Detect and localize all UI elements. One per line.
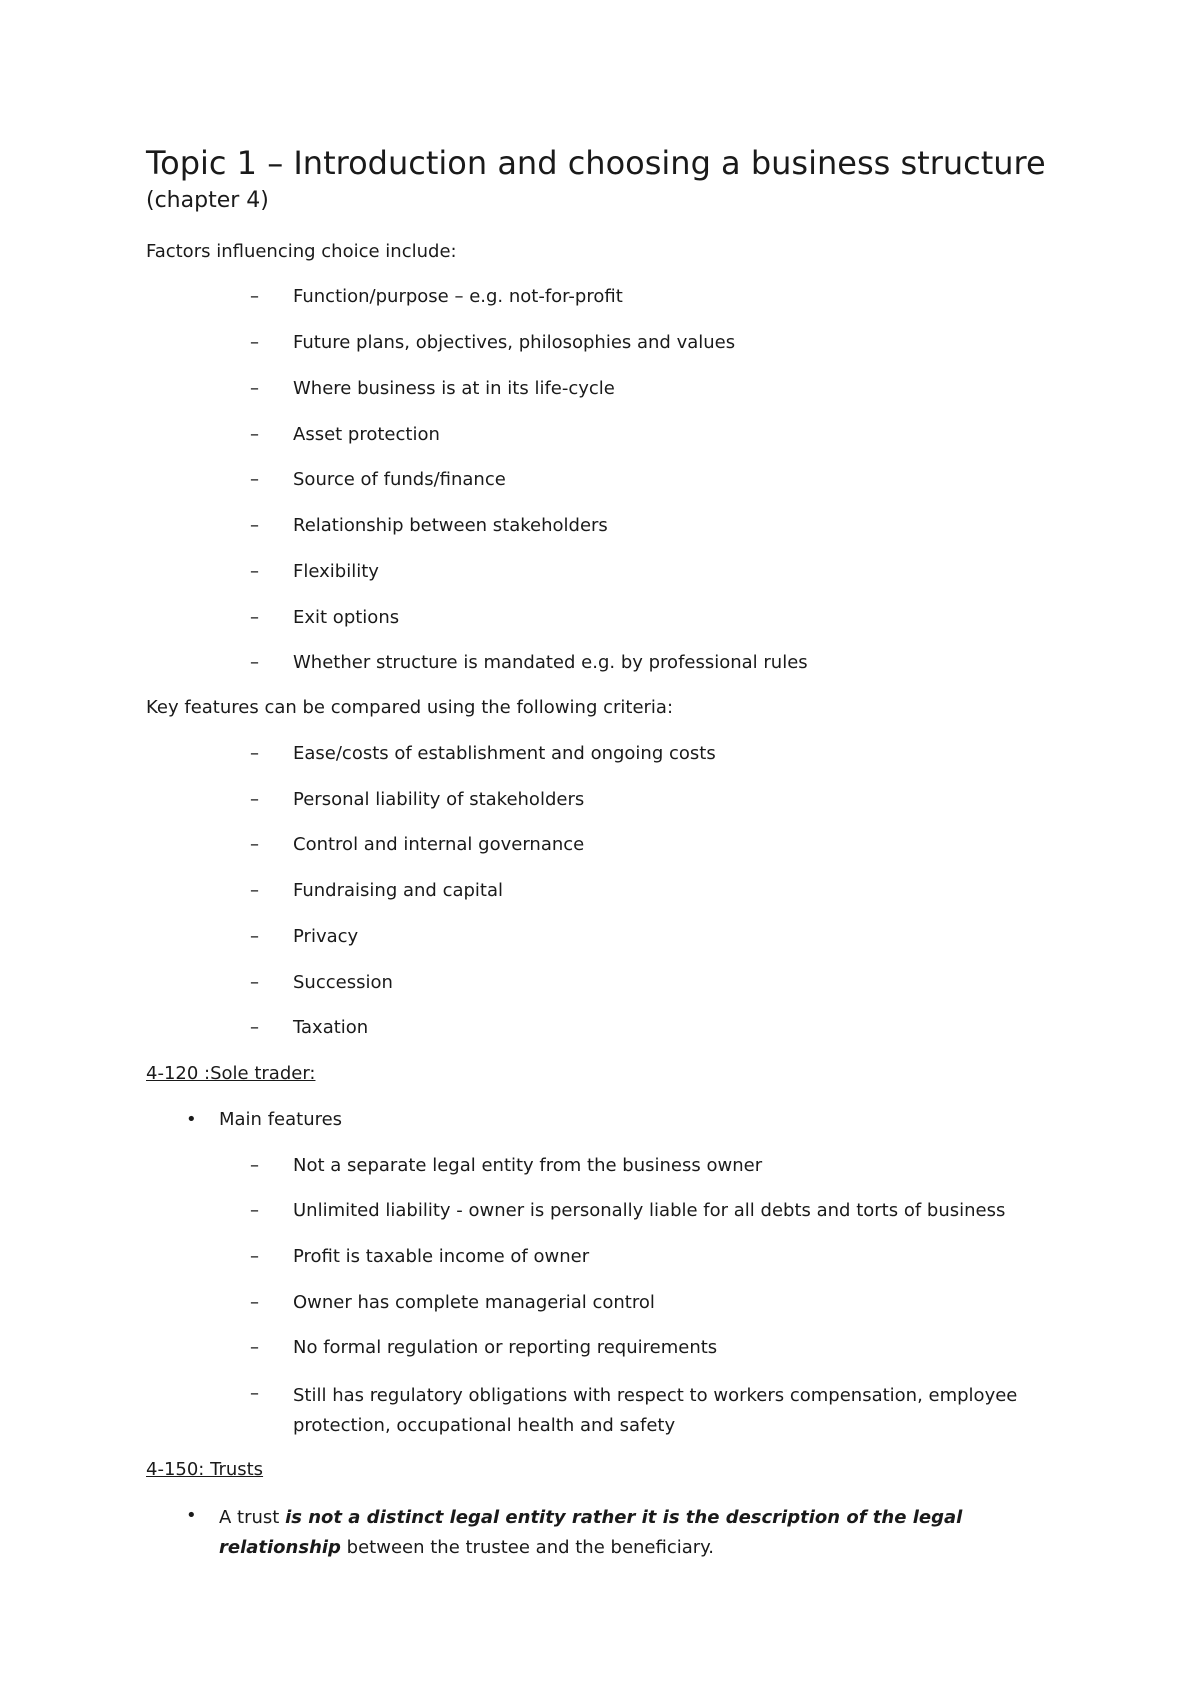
feature-text: Unlimited liability - owner is personally liable for all debts and torts of business: [293, 1200, 1006, 1221]
criteria-text: Taxation: [293, 1017, 369, 1038]
sole-trader-heading: 4-120 :Sole trader:: [146, 1063, 316, 1084]
dash-icon: –: [250, 1017, 259, 1038]
bullet-text: Main features: [219, 1109, 343, 1130]
dash-icon: –: [250, 469, 259, 490]
factor-text: Future plans, objectives, philosophies and values: [293, 332, 736, 353]
dash-icon: –: [250, 926, 259, 947]
page-subtitle: (chapter 4): [146, 188, 269, 213]
page-title: Topic 1 – Introduction and choosing a business structure: [146, 144, 1046, 182]
factor-text: Relationship between stakeholders: [293, 515, 608, 536]
dash-icon: –: [250, 972, 259, 993]
dash-icon: –: [250, 1246, 259, 1267]
bullet-icon: •: [186, 1109, 197, 1130]
trust-text-end: between the trustee and the beneficiary.: [340, 1537, 714, 1558]
dash-icon: –: [250, 1337, 259, 1358]
dash-icon: –: [250, 834, 259, 855]
dash-icon: –: [250, 561, 259, 582]
factor-text: Function/purpose – e.g. not-for-profit: [293, 286, 623, 307]
criteria-text: Fundraising and capital: [293, 880, 504, 901]
feature-text: Not a separate legal entity from the business owner: [293, 1155, 763, 1176]
trust-paragraph: [219, 1503, 1019, 1563]
dash-icon: –: [250, 1200, 259, 1221]
trust-text-start: A trust: [219, 1507, 286, 1528]
dash-icon: –: [250, 286, 259, 307]
dash-icon: –: [250, 743, 259, 764]
feature-text: Profit is taxable income of owner: [293, 1246, 590, 1267]
factor-text: Exit options: [293, 607, 400, 628]
criteria-text: Personal liability of stakeholders: [293, 789, 585, 810]
dash-icon: –: [250, 332, 259, 353]
dash-icon: –: [250, 607, 259, 628]
dash-icon: –: [250, 880, 259, 901]
criteria-text: Succession: [293, 972, 393, 993]
feature-text: No formal regulation or reporting requirements: [293, 1337, 718, 1358]
criteria-intro: Key features can be compared using the following criteria:: [146, 697, 674, 718]
feature-text: Still has regulatory obligations with respect to workers compensation, employee protection, occupational health and safety: [293, 1385, 1018, 1436]
factor-text: Source of funds/finance: [293, 469, 506, 490]
trust-text-emphasis: is not a distinct legal entity rather it is the description of the legal relationship: [219, 1507, 963, 1558]
dash-icon: –: [250, 1292, 259, 1313]
dash-icon: –: [250, 789, 259, 810]
trusts-heading: 4-150: Trusts: [146, 1459, 264, 1480]
factors-intro: Factors influencing choice include:: [146, 241, 457, 262]
dash-icon: –: [250, 378, 259, 399]
dash-icon: –: [250, 515, 259, 536]
bullet-icon: •: [186, 1505, 197, 1526]
dash-icon: –: [250, 652, 259, 673]
factor-text: Where business is at in its life-cycle: [293, 378, 615, 399]
dash-icon: –: [250, 424, 259, 445]
criteria-text: Ease/costs of establishment and ongoing costs: [293, 743, 716, 764]
factor-text: Whether structure is mandated e.g. by professional rules: [293, 652, 808, 673]
dash-icon: –: [250, 1155, 259, 1176]
dash-icon: –: [250, 1383, 259, 1404]
factor-text: Asset protection: [293, 424, 440, 445]
criteria-text: Privacy: [293, 926, 359, 947]
criteria-text: Control and internal governance: [293, 834, 585, 855]
factor-text: Flexibility: [293, 561, 379, 582]
feature-text: Owner has complete managerial control: [293, 1292, 655, 1313]
